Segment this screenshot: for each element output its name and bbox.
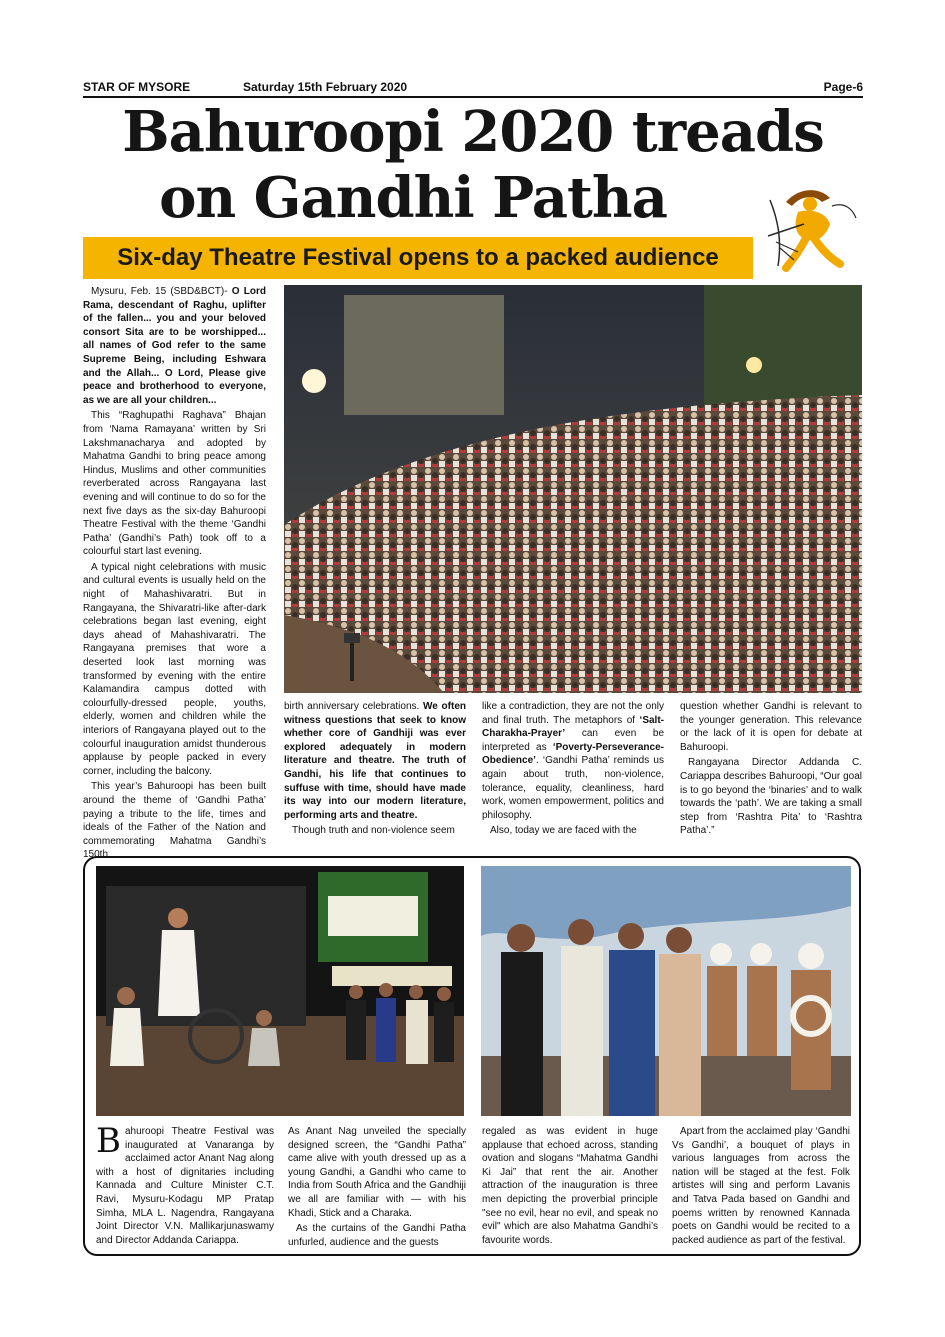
headline-line-2: on Gandhi Patha bbox=[159, 165, 667, 231]
article-paragraph bbox=[83, 285, 266, 407]
article-paragraph: This year’s Bahuroopi has been built around the theme of ‘Gandhi Patha’ paying a tribute to the life, times and ideals of the Father of the Nation and commemorating Mahatma Gandhi’s 150th bbox=[83, 781, 266, 861]
caption-paragraph: regaled as was evident in huge applause that echoed across, standing ovation and slogans “Mahatma Gandhi Ki Jai” that rent the air. Another attraction of the inauguration is three men depicting the proverbial principle "see no evil, hear no evil, and speak no evil" which are also Mahatma Gandhi’s favourite words. bbox=[482, 1126, 658, 1246]
text-run: can even be interpreted as bbox=[482, 728, 664, 753]
masthead-rule bbox=[83, 96, 863, 98]
bahuroopi-dancer-logo bbox=[748, 180, 868, 275]
headline-line-1: Bahuroopi 2020 treads bbox=[122, 99, 824, 165]
text-run: . ‘Gandhi Patha’ reminds us again about truth, non-violence, tolerance, equality, cleanliness, hard work, women empowerment, politics and philosophy. bbox=[482, 755, 664, 821]
issue-date: Saturday 15th February 2020 bbox=[243, 80, 408, 94]
text-run: ahuroopi Theatre Festival was inaugurated at Vanaranga by acclaimed actor Anant Nag along with a host of dignitaries including Kannada and Culture Minister C.T. Ravi, Mysuru-Kodagu MP Pratap Simha, MLA L. Nagendra, Rangayana Joint Director V.N. Mallikarjunaswamy and Director Addanda Cariappa. bbox=[96, 1126, 274, 1246]
article-paragraph: Rangayana Director Addanda C. Cariappa describes Bahuroopi, “Our goal is to go beyond the ‘binaries’ and to walk towards the ‘path’. We are taking a small step from ‘Rashtra Pita’ to ‘Rashtra Patha’.” bbox=[680, 757, 862, 837]
article-column-4 bbox=[680, 700, 862, 840]
caption-paragraph: As the curtains of the Gandhi Patha unfurled, audience and the guests bbox=[288, 1223, 466, 1248]
caption-column-4 bbox=[672, 1125, 850, 1249]
text-run: birth anniversary celebrations. bbox=[284, 701, 424, 712]
dignitaries-photo bbox=[481, 866, 851, 1116]
caption-paragraph: As Anant Nag unveiled the specially designed screen, the “Gandhi Patha” came alive with youth dressed up as a young Gandhi, a Gandhi who came to India from South Africa and the Gandhiji we all are familiar with — with his Khadi, Stick and a Charaka. bbox=[288, 1126, 466, 1219]
article-paragraph: Though truth and non-violence seem bbox=[292, 825, 455, 837]
article-paragraph: This “Raghupathi Raghava” Bhajan from ‘Nama Ramayana’ written by Sri Lakshmanacharya and adopted by Mahatma Gandhi to bring peace among Hindus, Muslims and other communities reverberated across Rangayana last evening and will continue to do so for the next five days as the six-day Bahuroopi Theatre Festival with the theme ‘Gandhi Patha’ (Gandhi’s Path) took off to a colourful start last evening. bbox=[83, 410, 266, 558]
dateline: Mysuru, Feb. 15 (SBD&BCT)- bbox=[91, 286, 232, 297]
caption-paragraph bbox=[96, 1121, 274, 1247]
bold-text-run: We often witness questions that seek to know whether core of Gandhiji was ever explored adequately in modern literature and theatre. The truth of Gandhi, his life that continues to suffuse with time, should have made its way into our modern literature, performing arts and theatre. bbox=[284, 701, 466, 821]
bhajan-quote: O Lord Rama, descendant of Raghu, uplifter of the fallen... you and your beloved consort Sita are to be worshipped... all names of God refer to the same Supreme Being, including Eshwara and the Allah... O Lord, Please give peace and brotherhood to everyone, as we are all your children... bbox=[83, 286, 266, 406]
caption-paragraph: Apart from the acclaimed play ‘Gandhi Vs Gandhi’, a bouquet of plays in various languages from across the nation will be staged at the fest. Folk artistes will sing and perform Lavanis and Tatva Pada based on Gandhi and poems written by renowned Kannada poets on Gandhi would be recited to a packed audience as part of the festival. bbox=[672, 1126, 850, 1246]
caption-column-2 bbox=[288, 1125, 466, 1251]
audience-photo bbox=[284, 285, 862, 693]
stage-play-photo bbox=[96, 866, 464, 1116]
caption-column-1 bbox=[96, 1121, 274, 1249]
drop-cap: B bbox=[96, 1121, 121, 1161]
article-paragraph: Also, today we are faced with the bbox=[490, 825, 637, 837]
bold-text-run: ‘Salt-Charakha-Prayer’ bbox=[482, 714, 664, 740]
article-column-1 bbox=[83, 285, 266, 864]
article-column-2 bbox=[284, 700, 466, 840]
masthead bbox=[83, 80, 863, 94]
article-paragraph: A typical night celebrations with music and cultural events is usually held on the night of Mahashivaratri. But in Rangayana, the Shivaratri-like after-dark celebrations began last evening, eight days ahead of Mahashivaratri. The Rangayana premises that wore a deserted look last morning was transformed by evening with the entire Kalamandira campus dotted with colourfully-dressed people, youths, elderly, women and children while the interiors of Rangayana played out to the colourful inauguration amidst thunderous applause by people packed in every corner, including the balcony. bbox=[83, 561, 266, 777]
subheadline-banner: Six-day Theatre Festival opens to a packed audience bbox=[83, 237, 753, 279]
bold-text-run: ‘Poverty-Perseverance-Obedience’ bbox=[482, 741, 664, 767]
publication-name: STAR OF MYSORE bbox=[83, 80, 191, 94]
caption-column-3 bbox=[482, 1125, 658, 1249]
article-paragraph bbox=[284, 700, 466, 822]
article-paragraph bbox=[482, 700, 664, 822]
text-run: like a contradiction, they are not the only and final truth. The metaphors of bbox=[482, 701, 664, 726]
article-paragraph: question whether Gandhi is relevant to the younger generation. This relevance or the lack of it is open for debate at Bahuroopi. bbox=[680, 701, 862, 753]
article-column-3 bbox=[482, 700, 664, 840]
page-number: Page-6 bbox=[823, 80, 863, 94]
